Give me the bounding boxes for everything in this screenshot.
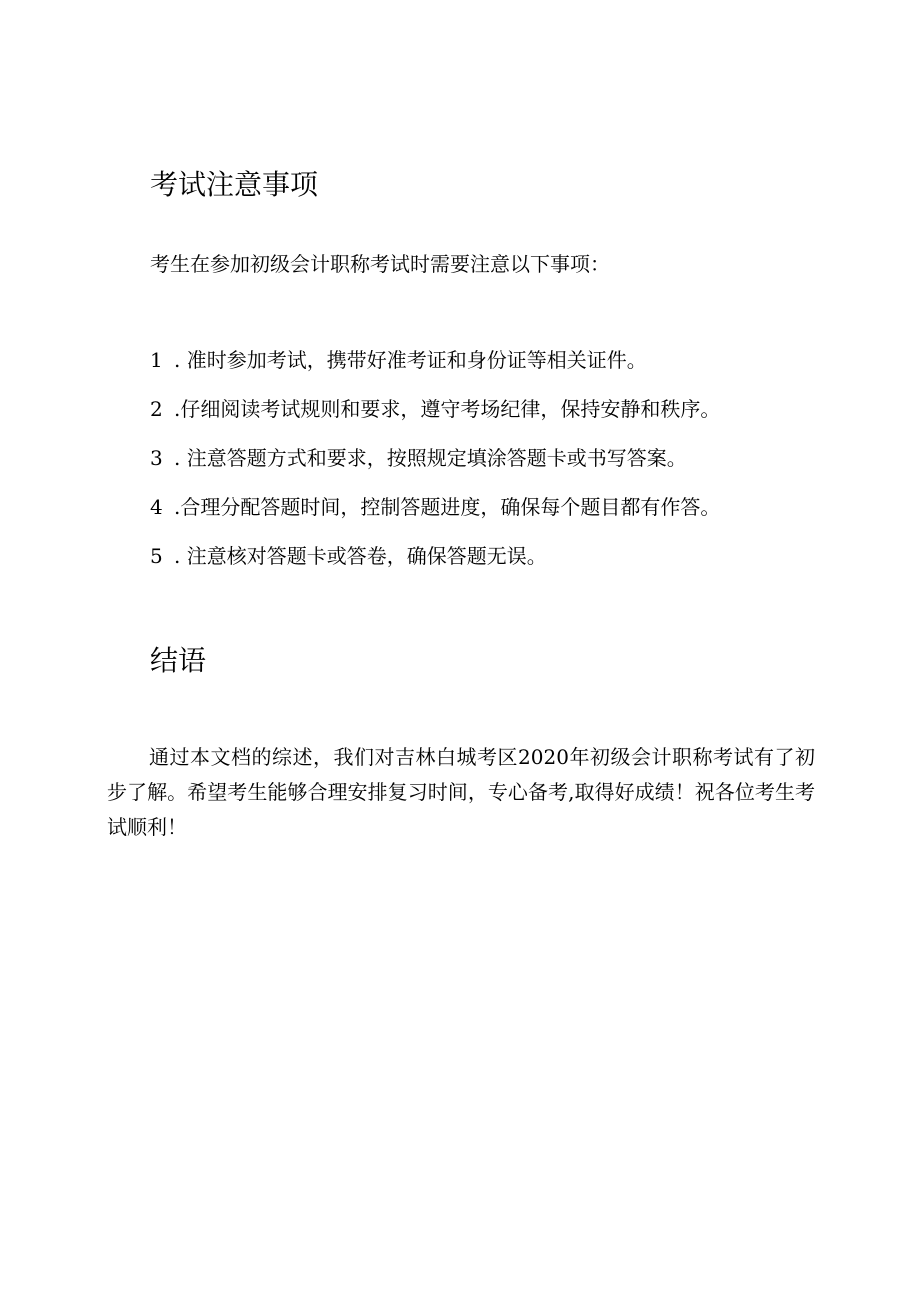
list-item-number: 1 [150, 348, 163, 372]
list-item [150, 542, 720, 570]
exam-notes-intro: 考生在参加初级会计职称考试时需要注意以下事项： [150, 252, 610, 276]
list-item [150, 444, 720, 472]
list-item-number: 3 [150, 446, 163, 470]
list-item-text: .仔细阅读考试规则和要求，遵守考场纪律，保持安静和秩序。 [174, 397, 721, 421]
list-item-text: . 注意核对答题卡或答卷，确保答题无误。 [174, 544, 547, 568]
list-item-number: 4 [150, 495, 163, 519]
list-item-text: . 准时参加考试，携带好准考证和身份证等相关证件。 [174, 348, 647, 372]
exam-notes-list [150, 346, 720, 591]
conclusion-paragraph: 通过本文档的综述，我们对吉林白城考区2020年初级会计职称考试有了初步了解。希望考生能够合理安排复习时间，专心备考,取得好成绩！祝各位考生考试顺利！ [107, 745, 815, 839]
list-item [150, 395, 720, 423]
list-item-number: 5 [150, 544, 163, 568]
list-item-number: 2 [150, 397, 163, 421]
list-item-text: . 注意答题方式和要求，按照规定填涂答题卡或书写答案。 [174, 446, 687, 470]
list-item-text: .合理分配答题时间，控制答题进度，确保每个题目都有作答。 [174, 495, 721, 519]
list-item [150, 346, 720, 374]
section-title-exam-notes: 考试注意事项 [150, 168, 319, 201]
list-item [150, 493, 720, 521]
section-title-conclusion: 结语 [150, 644, 207, 677]
